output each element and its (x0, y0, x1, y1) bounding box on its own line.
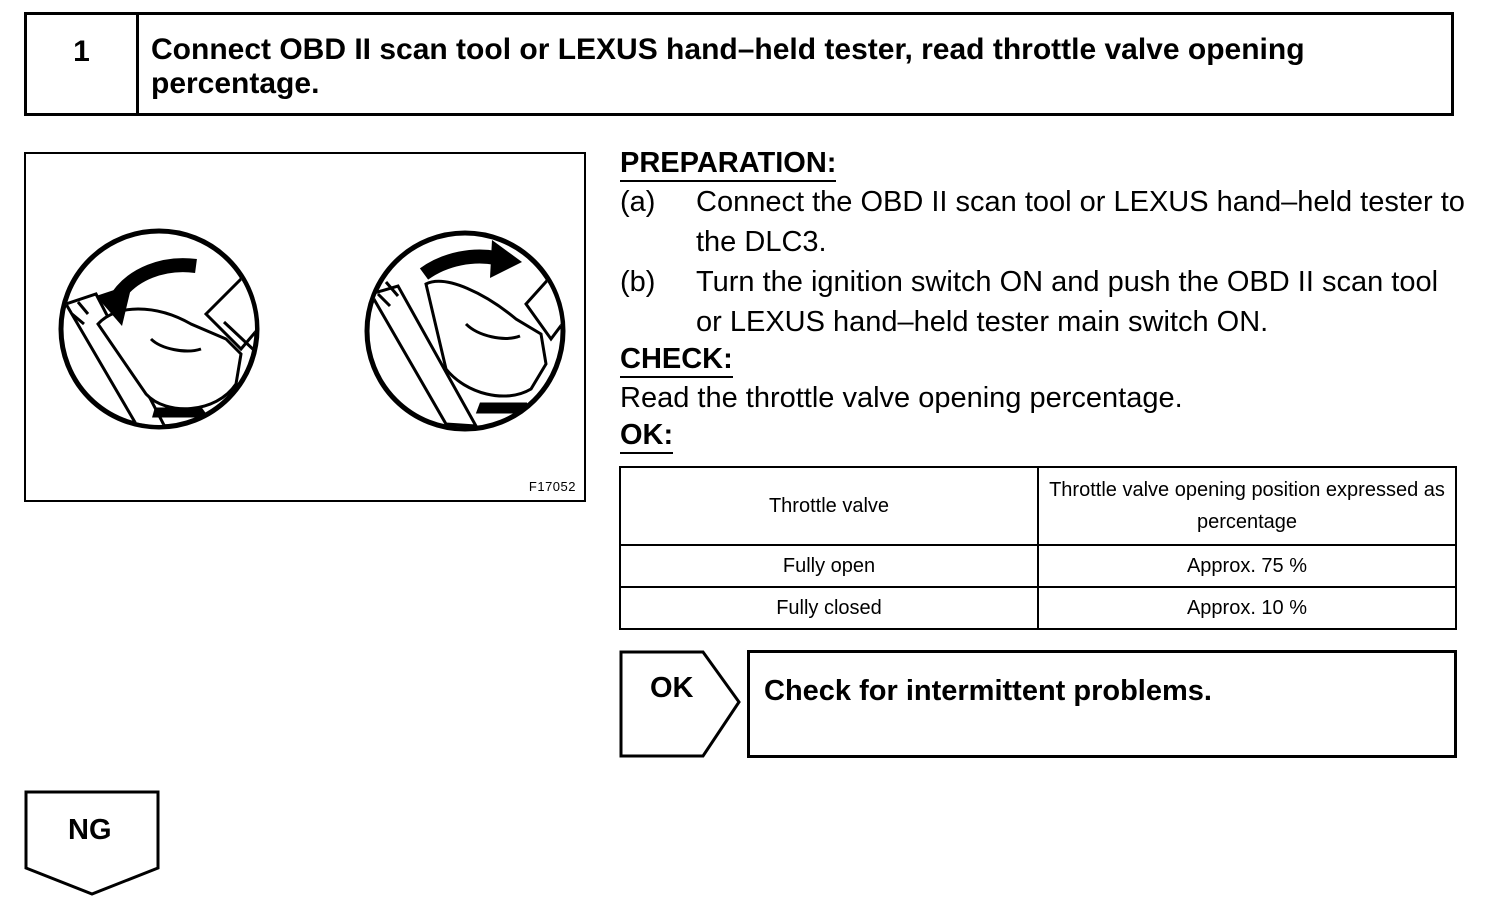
table-header-row (620, 467, 1456, 545)
figure-code: F17052 (528, 479, 576, 494)
item-text: Connect the OBD II scan tool or LEXUS hand–held tester to the DLC3. (696, 186, 1465, 258)
table-cell: Approx. 10 % (1038, 587, 1456, 629)
ok-label: OK (650, 672, 694, 704)
pedal-pressed-icon (367, 233, 588, 429)
pedal-released-icon (61, 231, 296, 429)
item-text: Turn the ignition switch ON and push the OBD II scan tool or LEXUS hand–held tester main switch ON. (696, 266, 1439, 338)
item-label: (a) (620, 186, 656, 218)
instruction-column (620, 146, 1470, 454)
item-label: (b) (620, 266, 656, 298)
pedal-illustration (24, 152, 586, 502)
table-cell: Approx. 75 % (1038, 545, 1456, 587)
ok-result-box: Check for intermittent problems. (747, 650, 1457, 758)
ok-arrow-icon (619, 650, 745, 760)
check-text: Read the throttle valve opening percentage. (620, 382, 1183, 414)
preparation-item (620, 262, 1470, 342)
table-header: Throttle valve (620, 467, 1038, 545)
table-cell: Fully open (620, 545, 1038, 587)
table-cell: Fully closed (620, 587, 1038, 629)
ok-heading: OK: (620, 418, 673, 454)
spec-table (619, 466, 1457, 630)
table-row (620, 545, 1456, 587)
ng-label: NG (68, 814, 112, 846)
table-header: Throttle valve opening position expressed as percentage (1038, 467, 1456, 545)
check-heading: CHECK: (620, 342, 733, 378)
preparation-item (620, 182, 1470, 262)
table-row (620, 587, 1456, 629)
step-title: Connect OBD II scan tool or LEXUS hand–held tester, read throttle valve opening percentage. (151, 33, 1305, 100)
step-header (24, 12, 1454, 116)
preparation-heading: PREPARATION: (620, 146, 836, 182)
step-number: 1 (27, 15, 139, 113)
